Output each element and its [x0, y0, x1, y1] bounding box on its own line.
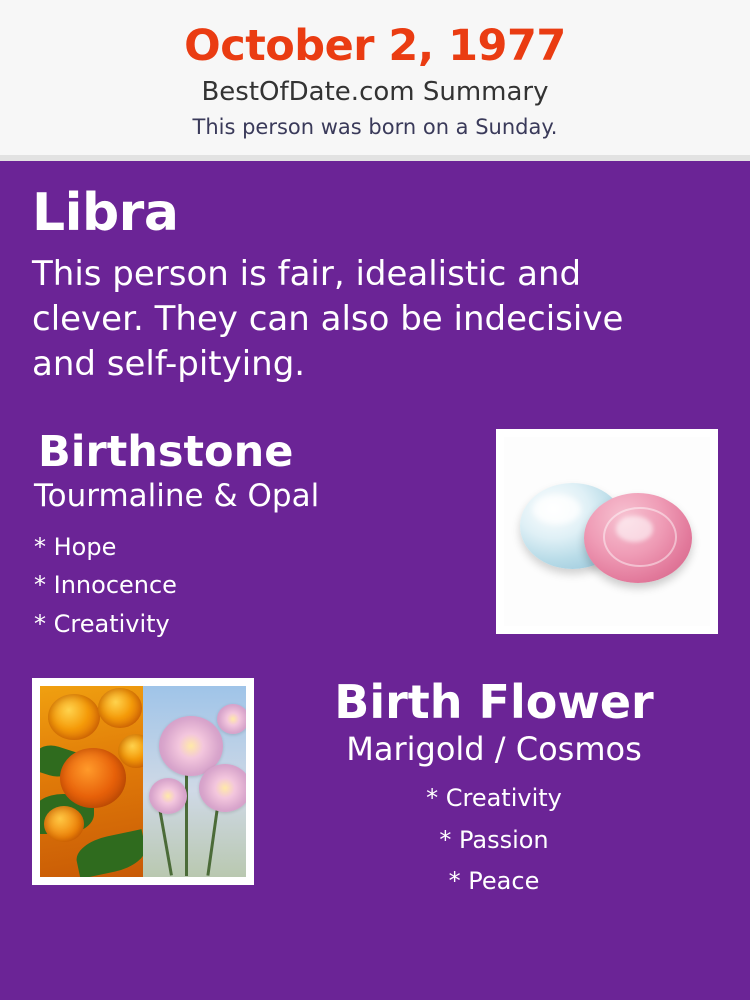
site-name: BestOfDate.com Summary [201, 77, 549, 108]
birth-flower-names: Marigold / Cosmos [346, 729, 642, 768]
marigold-bloom-icon [60, 748, 126, 808]
marigold-bloom-icon [98, 688, 142, 728]
marigold-photo [40, 686, 143, 877]
cosmos-bloom-icon [149, 778, 187, 814]
zodiac-description: This person is fair, idealistic and clever. They can also be indecisive and self-pitying. [32, 254, 624, 385]
birth-day-note: This person was born on a Sunday. [192, 114, 558, 139]
birth-flower-image-inner [40, 686, 246, 877]
birthstone-section [32, 429, 718, 644]
birthstone-image-inner [504, 437, 710, 626]
birthstone-names: Tourmaline & Opal [34, 478, 320, 515]
cosmos-bloom-icon [217, 704, 246, 734]
tourmaline-gem-icon [584, 493, 692, 583]
cosmos-bloom-icon [199, 764, 246, 812]
marigold-bloom-icon [48, 694, 100, 740]
list-item: * Creativity [34, 610, 170, 639]
birth-flower-traits [270, 778, 718, 902]
cosmos-photo [143, 686, 246, 877]
birth-flower-section [32, 675, 718, 902]
birth-flower-text [254, 675, 718, 902]
zodiac-sign-name: Libra [32, 183, 179, 244]
leaf-shape [73, 829, 143, 877]
birthstone-title: Birthstone [38, 427, 294, 478]
birthstone-image [496, 429, 718, 634]
list-item: * Hope [34, 532, 117, 561]
content-panel [0, 161, 750, 1000]
birthstone-text [32, 429, 496, 644]
page-title: October 2, 1977 [184, 21, 566, 71]
marigold-bloom-icon [44, 806, 84, 842]
list-item: * Creativity [426, 784, 562, 813]
list-item: * Passion [439, 825, 549, 854]
birthstone-traits [32, 528, 484, 645]
birth-flower-image [32, 678, 254, 885]
list-item: * Innocence [34, 571, 177, 600]
header [0, 0, 750, 155]
birth-flower-title: Birth Flower [334, 675, 654, 730]
list-item: * Peace [448, 866, 540, 895]
